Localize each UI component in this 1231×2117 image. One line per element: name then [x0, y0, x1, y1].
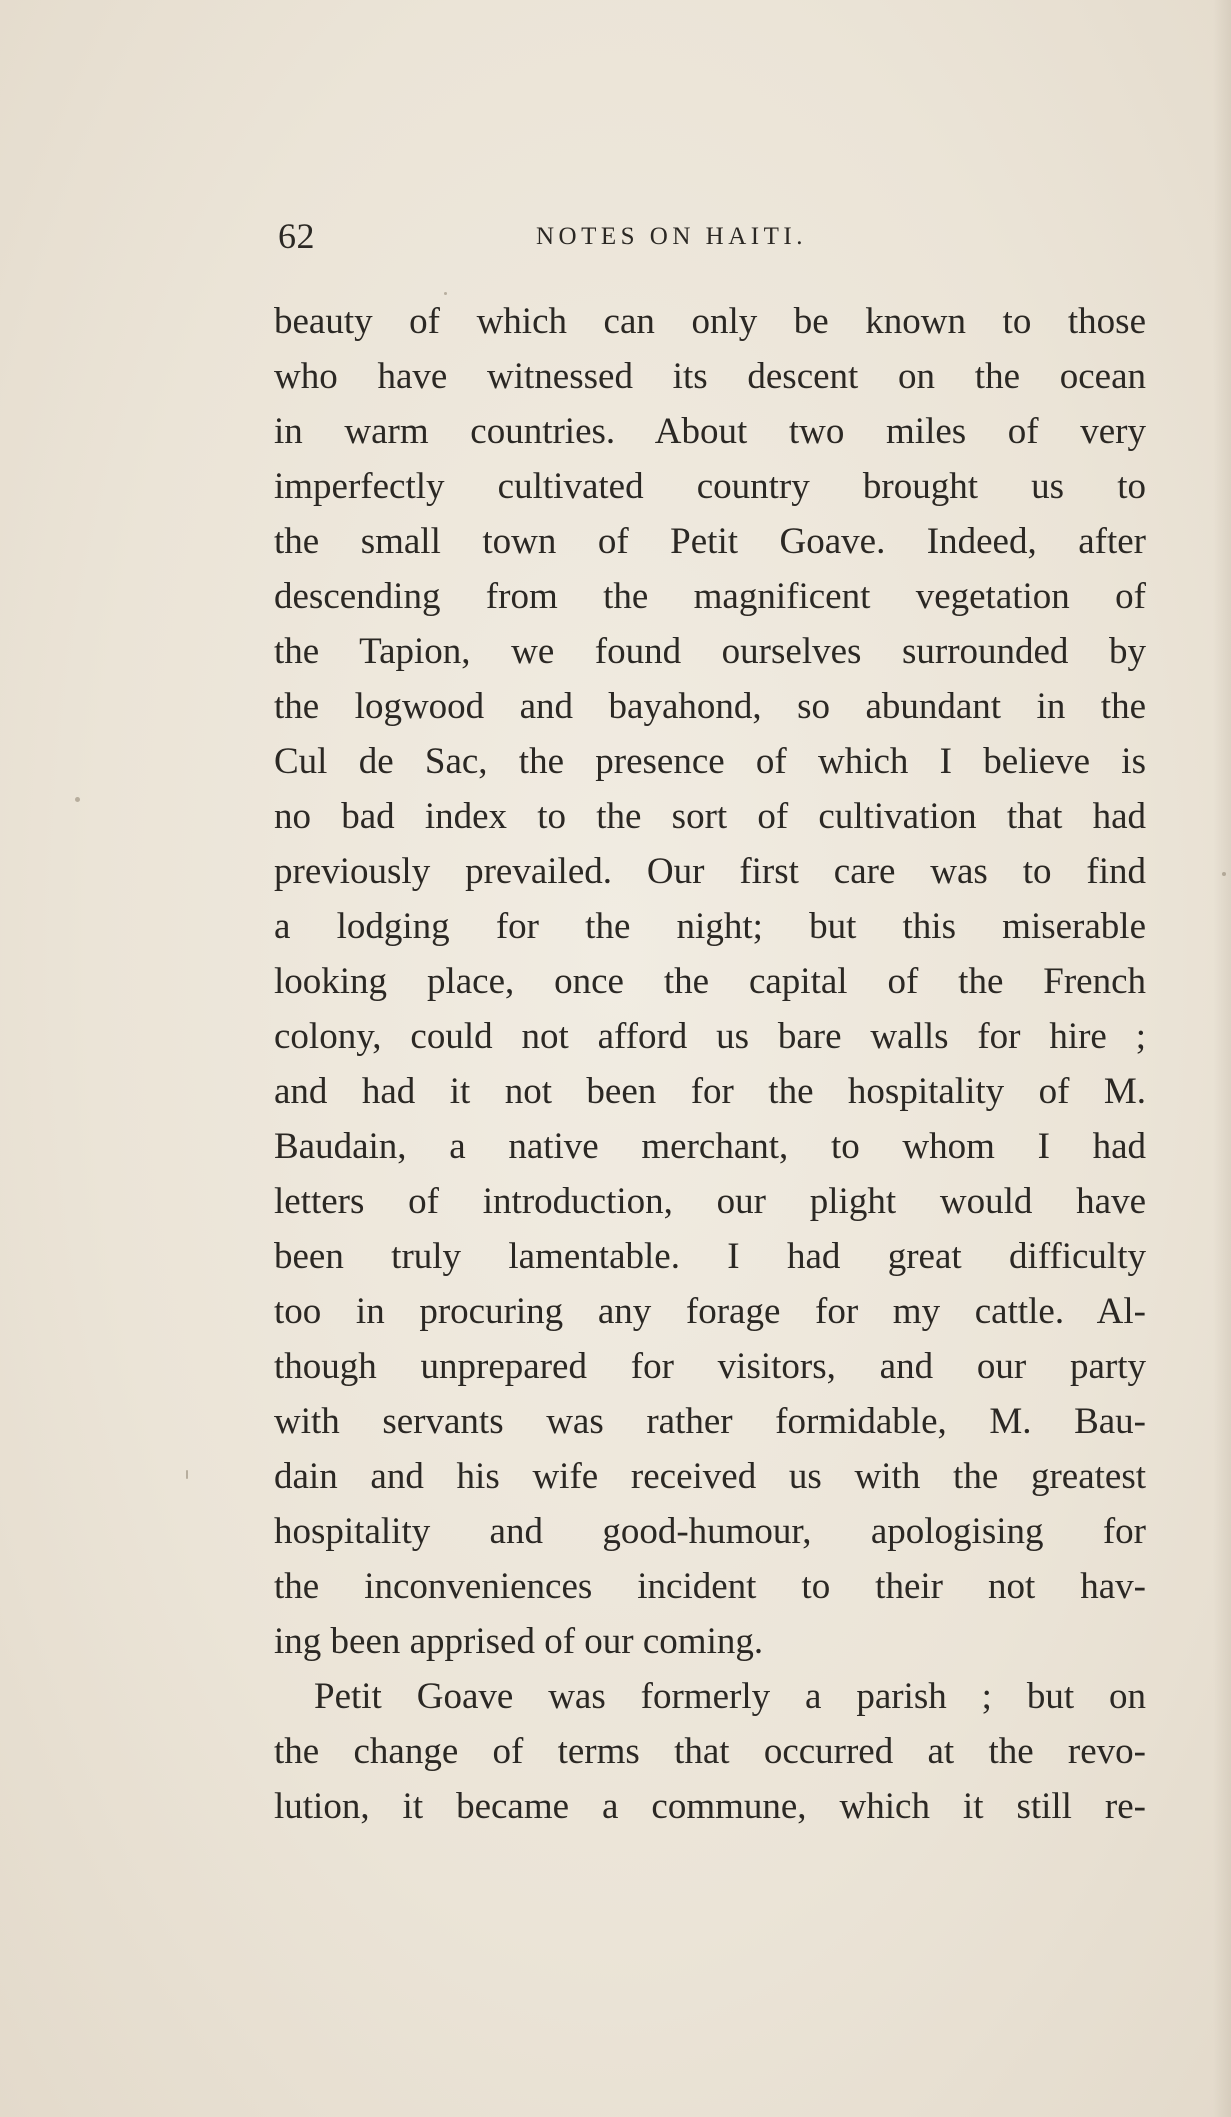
paragraph-2 [274, 1669, 1146, 1834]
paper-speck [75, 797, 80, 802]
paper-speck [1222, 872, 1226, 876]
text-line: and had it not been for the hospitality of M. [274, 1071, 1146, 1112]
text-line: with servants was rather formidable, M. Bau- [274, 1401, 1146, 1442]
text-line: the inconveniences incident to their not hav- [274, 1566, 1146, 1607]
text-line: a lodging for the night; but this miserable [274, 906, 1146, 947]
page-number: 62 [278, 216, 315, 256]
text-line: too in procuring any forage for my cattle. Al- [274, 1291, 1146, 1332]
text-line: descending from the magnificent vegetation of [274, 576, 1146, 617]
running-title: NOTES ON HAITI. [536, 223, 807, 250]
text-line: letters of introduction, our plight would have [274, 1181, 1146, 1222]
text-line: imperfectly cultivated country brought us to [274, 466, 1146, 507]
text-line: Baudain, a native merchant, to whom I had [274, 1126, 1146, 1167]
text-line: hospitality and good-humour, apologising for [274, 1511, 1146, 1552]
paragraph-1 [274, 294, 1146, 1669]
text-line: who have witnessed its descent on the ocean [274, 356, 1146, 397]
page-header [278, 215, 1148, 265]
text-line: the change of terms that occurred at the revo- [274, 1731, 1146, 1772]
text-line: Cul de Sac, the presence of which I believe is [274, 741, 1146, 782]
text-line: beauty of which can only be known to those [274, 301, 1146, 342]
text-line: dain and his wife received us with the greatest [274, 1456, 1146, 1497]
text-line: Petit Goave was formerly a parish ; but on [314, 1676, 1146, 1717]
text-line: looking place, once the capital of the French [274, 961, 1146, 1002]
text-line: previously prevailed. Our first care was to find [274, 851, 1146, 892]
text-line: the logwood and bayahond, so abundant in the [274, 686, 1146, 727]
text-line: lution, it became a commune, which it still re- [274, 1786, 1146, 1827]
text-line: been truly lamentable. I had great difficulty [274, 1236, 1146, 1277]
text-line: the Tapion, we found ourselves surrounded by [274, 631, 1146, 672]
paper-speck [444, 292, 447, 295]
paper-speck [186, 1470, 188, 1479]
text-line: colony, could not afford us bare walls for hire ; [274, 1016, 1146, 1057]
text-line: in warm countries. About two miles of very [274, 411, 1146, 452]
page-edge-shadow [1213, 0, 1231, 2117]
text-line: no bad index to the sort of cultivation that had [274, 796, 1146, 837]
text-line: the small town of Petit Goave. Indeed, after [274, 521, 1146, 562]
text-line: though unprepared for visitors, and our party [274, 1346, 1146, 1387]
body-text [274, 294, 1146, 1834]
text-line: ing been apprised of our coming. [274, 1621, 764, 1662]
